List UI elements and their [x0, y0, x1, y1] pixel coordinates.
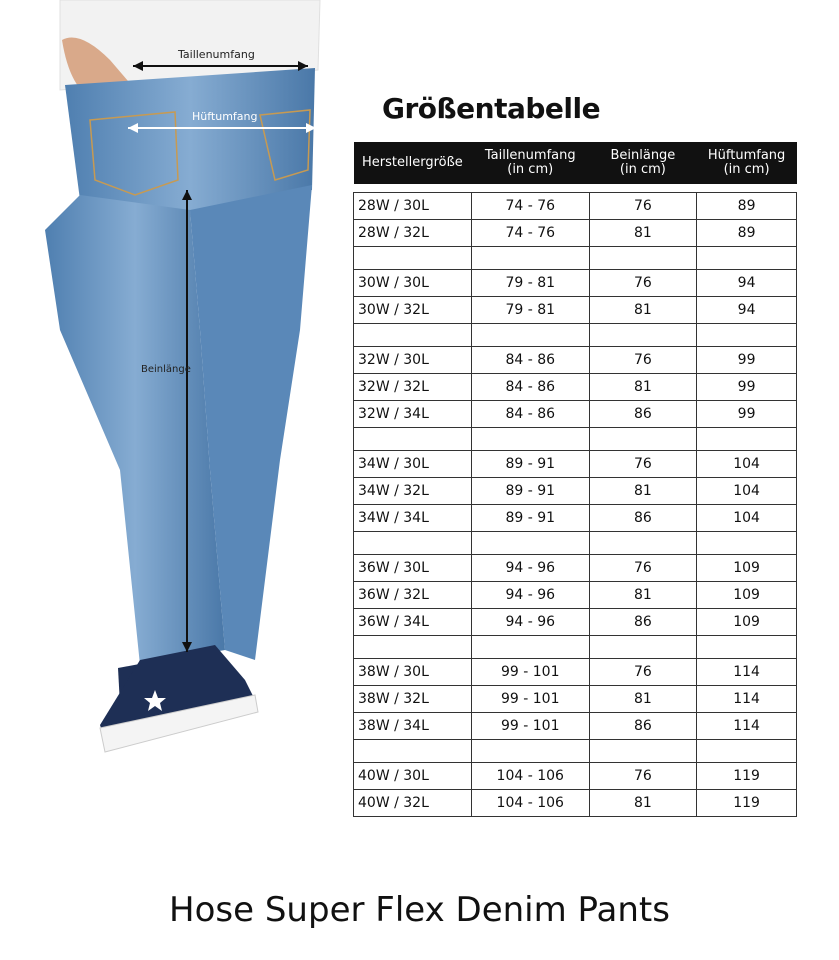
inseam-cell: 76: [589, 193, 697, 220]
inseam-cell: 76: [589, 659, 697, 686]
table-blank-cell: [589, 740, 697, 763]
header-inseam: Beinlänge (in cm): [589, 142, 697, 184]
waist-cell: 84 - 86: [471, 374, 589, 401]
inseam-cell: 81: [589, 686, 697, 713]
waist-cell: 94 - 96: [471, 582, 589, 609]
hip-cell: 114: [697, 713, 797, 740]
size-cell: 36W / 34L: [354, 609, 472, 636]
table-blank-cell: [589, 247, 697, 270]
waist-cell: 84 - 86: [471, 401, 589, 428]
inseam-label: Beinlänge: [141, 364, 191, 375]
table-blank-cell: [697, 636, 797, 659]
table-blank-row: [354, 636, 797, 659]
hip-cell: 104: [697, 451, 797, 478]
table-row: [354, 193, 797, 220]
hip-cell: 104: [697, 478, 797, 505]
size-cell: 34W / 30L: [354, 451, 472, 478]
size-cell: 36W / 30L: [354, 555, 472, 582]
waist-cell: 104 - 106: [471, 790, 589, 817]
size-cell: 40W / 32L: [354, 790, 472, 817]
table-row: [354, 505, 797, 532]
table-blank-cell: [471, 740, 589, 763]
table-blank-cell: [697, 532, 797, 555]
waist-cell: 89 - 91: [471, 451, 589, 478]
hip-cell: 94: [697, 297, 797, 324]
size-cell: 28W / 30L: [354, 193, 472, 220]
size-cell: 32W / 34L: [354, 401, 472, 428]
table-blank-cell: [354, 740, 472, 763]
waist-cell: 99 - 101: [471, 659, 589, 686]
waist-cell: 84 - 86: [471, 347, 589, 374]
hip-cell: 89: [697, 193, 797, 220]
table-header-row: [354, 142, 797, 184]
jeans-illustration: [0, 0, 350, 870]
inseam-cell: 81: [589, 297, 697, 324]
hip-cell: 119: [697, 790, 797, 817]
hip-cell: 109: [697, 582, 797, 609]
size-chart-title: Größentabelle: [382, 92, 601, 125]
table-row: [354, 555, 797, 582]
inseam-cell: 76: [589, 347, 697, 374]
table-blank-cell: [697, 428, 797, 451]
table-row: [354, 347, 797, 374]
table-row: [354, 790, 797, 817]
hip-cell: 99: [697, 401, 797, 428]
table-row: [354, 582, 797, 609]
table-row: [354, 374, 797, 401]
waist-cell: 94 - 96: [471, 555, 589, 582]
hip-cell: 109: [697, 609, 797, 636]
hip-cell: 114: [697, 659, 797, 686]
table-blank-cell: [589, 428, 697, 451]
table-row: [354, 659, 797, 686]
hip-cell: 114: [697, 686, 797, 713]
table-row: [354, 270, 797, 297]
table-blank-cell: [697, 247, 797, 270]
table-blank-cell: [471, 324, 589, 347]
size-cell: 38W / 32L: [354, 686, 472, 713]
waist-cell: 89 - 91: [471, 505, 589, 532]
table-blank-cell: [589, 324, 697, 347]
inseam-cell: 86: [589, 713, 697, 740]
table-blank-cell: [589, 636, 697, 659]
header-manufacturer-size: Herstellergröße: [354, 142, 472, 184]
size-cell: 34W / 34L: [354, 505, 472, 532]
table-row: [354, 713, 797, 740]
hip-cell: 109: [697, 555, 797, 582]
table-blank-cell: [354, 636, 472, 659]
table-spacer: [354, 184, 797, 193]
waist-cell: 99 - 101: [471, 713, 589, 740]
waist-cell: 104 - 106: [471, 763, 589, 790]
size-cell: 34W / 32L: [354, 478, 472, 505]
size-cell: 30W / 32L: [354, 297, 472, 324]
inseam-cell: 76: [589, 763, 697, 790]
inseam-cell: 76: [589, 451, 697, 478]
table-blank-cell: [589, 532, 697, 555]
size-cell: 40W / 30L: [354, 763, 472, 790]
inseam-cell: 86: [589, 401, 697, 428]
waist-label: Taillenumfang: [178, 48, 255, 61]
inseam-cell: 86: [589, 609, 697, 636]
inseam-cell: 81: [589, 790, 697, 817]
inseam-cell: 81: [589, 374, 697, 401]
size-table-body: [354, 184, 797, 817]
table-blank-row: [354, 428, 797, 451]
table-row: [354, 451, 797, 478]
hip-label: Hüftumfang: [192, 110, 258, 123]
size-cell: 36W / 32L: [354, 582, 472, 609]
header-hip: Hüftumfang (in cm): [697, 142, 797, 184]
inseam-cell: 81: [589, 478, 697, 505]
table-row: [354, 609, 797, 636]
table-row: [354, 220, 797, 247]
table-blank-cell: [354, 247, 472, 270]
table-blank-cell: [697, 324, 797, 347]
size-cell: 32W / 30L: [354, 347, 472, 374]
waist-cell: 79 - 81: [471, 270, 589, 297]
table-blank-cell: [471, 636, 589, 659]
hip-cell: 94: [697, 270, 797, 297]
product-caption: Hose Super Flex Denim Pants: [169, 890, 670, 930]
hip-cell: 89: [697, 220, 797, 247]
hip-cell: 99: [697, 347, 797, 374]
table-blank-cell: [354, 532, 472, 555]
table-blank-row: [354, 324, 797, 347]
waist-cell: 79 - 81: [471, 297, 589, 324]
table-blank-cell: [471, 247, 589, 270]
waist-cell: 74 - 76: [471, 220, 589, 247]
inseam-cell: 76: [589, 270, 697, 297]
table-row: [354, 297, 797, 324]
waist-cell: 94 - 96: [471, 609, 589, 636]
inseam-cell: 86: [589, 505, 697, 532]
waist-cell: 89 - 91: [471, 478, 589, 505]
table-row: [354, 401, 797, 428]
size-cell: 32W / 32L: [354, 374, 472, 401]
waist-cell: 74 - 76: [471, 193, 589, 220]
hip-cell: 99: [697, 374, 797, 401]
table-blank-row: [354, 247, 797, 270]
hip-cell: 104: [697, 505, 797, 532]
table-row: [354, 763, 797, 790]
hip-cell: 119: [697, 763, 797, 790]
size-table: [353, 142, 797, 817]
table-blank-cell: [697, 740, 797, 763]
table-row: [354, 686, 797, 713]
inseam-cell: 76: [589, 555, 697, 582]
inseam-cell: 81: [589, 220, 697, 247]
table-blank-cell: [471, 428, 589, 451]
size-cell: 30W / 30L: [354, 270, 472, 297]
table-row: [354, 478, 797, 505]
table-blank-row: [354, 740, 797, 763]
table-blank-cell: [354, 428, 472, 451]
table-blank-cell: [471, 532, 589, 555]
waist-cell: 99 - 101: [471, 686, 589, 713]
size-cell: 28W / 32L: [354, 220, 472, 247]
header-waist: Taillenumfang (in cm): [471, 142, 589, 184]
inseam-cell: 81: [589, 582, 697, 609]
table-blank-row: [354, 532, 797, 555]
jeans-figure-svg: [0, 0, 350, 870]
size-cell: 38W / 30L: [354, 659, 472, 686]
size-cell: 38W / 34L: [354, 713, 472, 740]
table-blank-cell: [354, 324, 472, 347]
